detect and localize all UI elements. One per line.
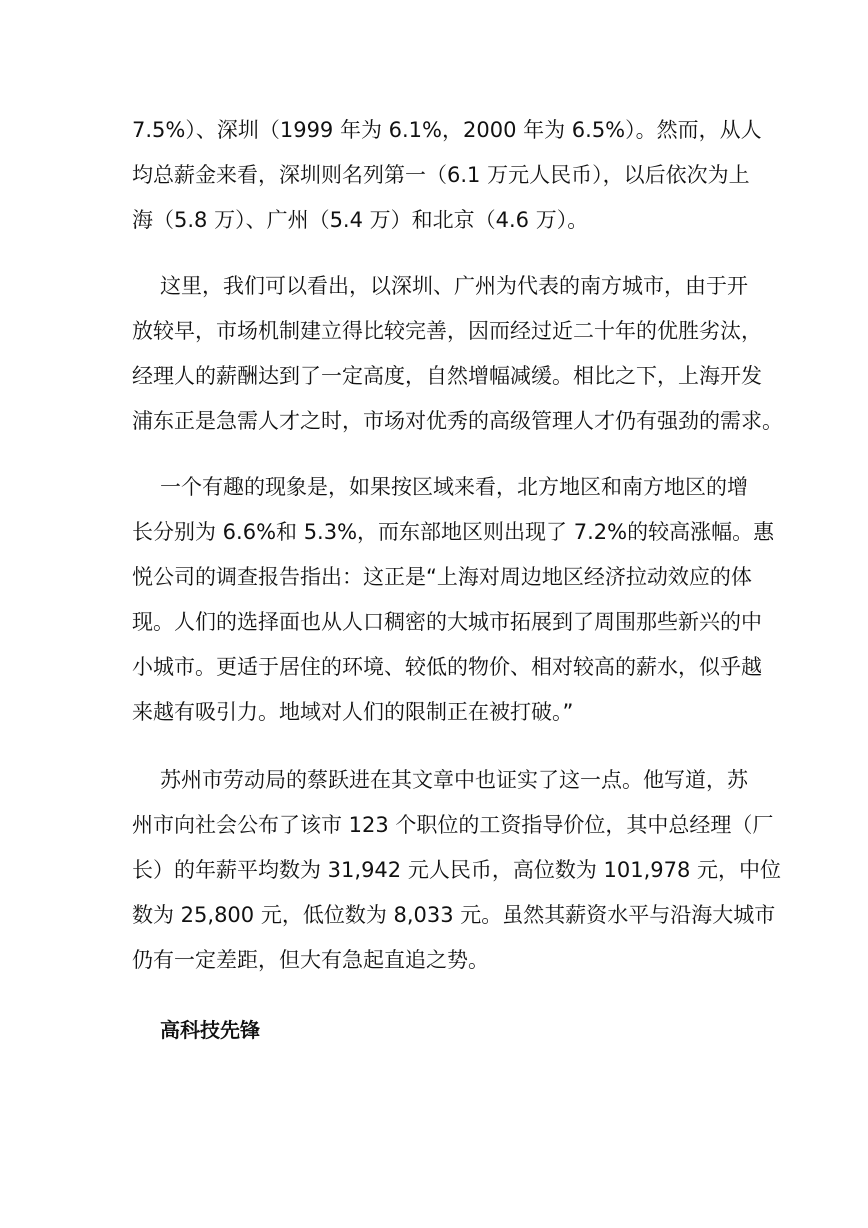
text-line: 数为 25,800 元，低位数为 8,033 元。虽然其薪资水平与沿海大城市 xyxy=(132,903,776,927)
paragraph-1 xyxy=(132,108,762,243)
text-line: 经理人的薪酬达到了一定高度，自然增幅减缓。相比之下，上海开发 xyxy=(132,364,762,388)
paragraph-4 xyxy=(132,758,782,983)
text-line: 均总薪金来看，深圳则名列第一（6.1 万元人民币），以后依次为上 xyxy=(132,163,750,187)
text-line: 来越有吸引力。地域对人们的限制正在被打破。” xyxy=(132,700,574,724)
section-heading: 高科技先锋 xyxy=(160,1018,260,1042)
text-line: 州市向社会公布了该市 123 个职位的工资指导价位，其中总经理（厂 xyxy=(132,813,774,837)
text-line: 现。人们的选择面也从人口稠密的大城市拓展到了周围那些新兴的中 xyxy=(132,610,762,634)
text-line: 长分别为 6.6%和 5.3%，而东部地区则出现了 7.2%的较高涨幅。惠 xyxy=(132,520,775,544)
paragraph-2 xyxy=(132,264,783,444)
text-line: 一个有趣的现象是，如果按区域来看，北方地区和南方地区的增 xyxy=(160,475,748,499)
text-line: 苏州市劳动局的蔡跃进在其文章中也证实了这一点。他写道，苏 xyxy=(160,768,748,792)
text-line: 浦东正是急需人才之时，市场对优秀的高级管理人才仍有强劲的需求。 xyxy=(132,409,783,433)
paragraph-3 xyxy=(132,465,775,735)
text-line: 放较早，市场机制建立得比较完善，因而经过近二十年的优胜劣汰， xyxy=(132,319,762,343)
text-line: 这里，我们可以看出，以深圳、广州为代表的南方城市，由于开 xyxy=(160,274,748,298)
text-line: 海（5.8 万）、广州（5.4 万）和北京（4.6 万）。 xyxy=(132,208,589,232)
text-line: 长）的年薪平均数为 31,942 元人民币，高位数为 101,978 元，中位 xyxy=(132,858,782,882)
text-line: 小城市。更适于居住的环境、较低的物价、相对较高的薪水，似乎越 xyxy=(132,655,762,679)
text-line: 仍有一定差距，但大有急起直追之势。 xyxy=(132,948,489,972)
text-line: 7.5%）、深圳（1999 年为 6.1%，2000 年为 6.5%）。然而，从人 xyxy=(132,118,762,142)
text-line: 悦公司的调查报告指出：这正是“上海对周边地区经济拉动效应的体 xyxy=(132,565,752,589)
